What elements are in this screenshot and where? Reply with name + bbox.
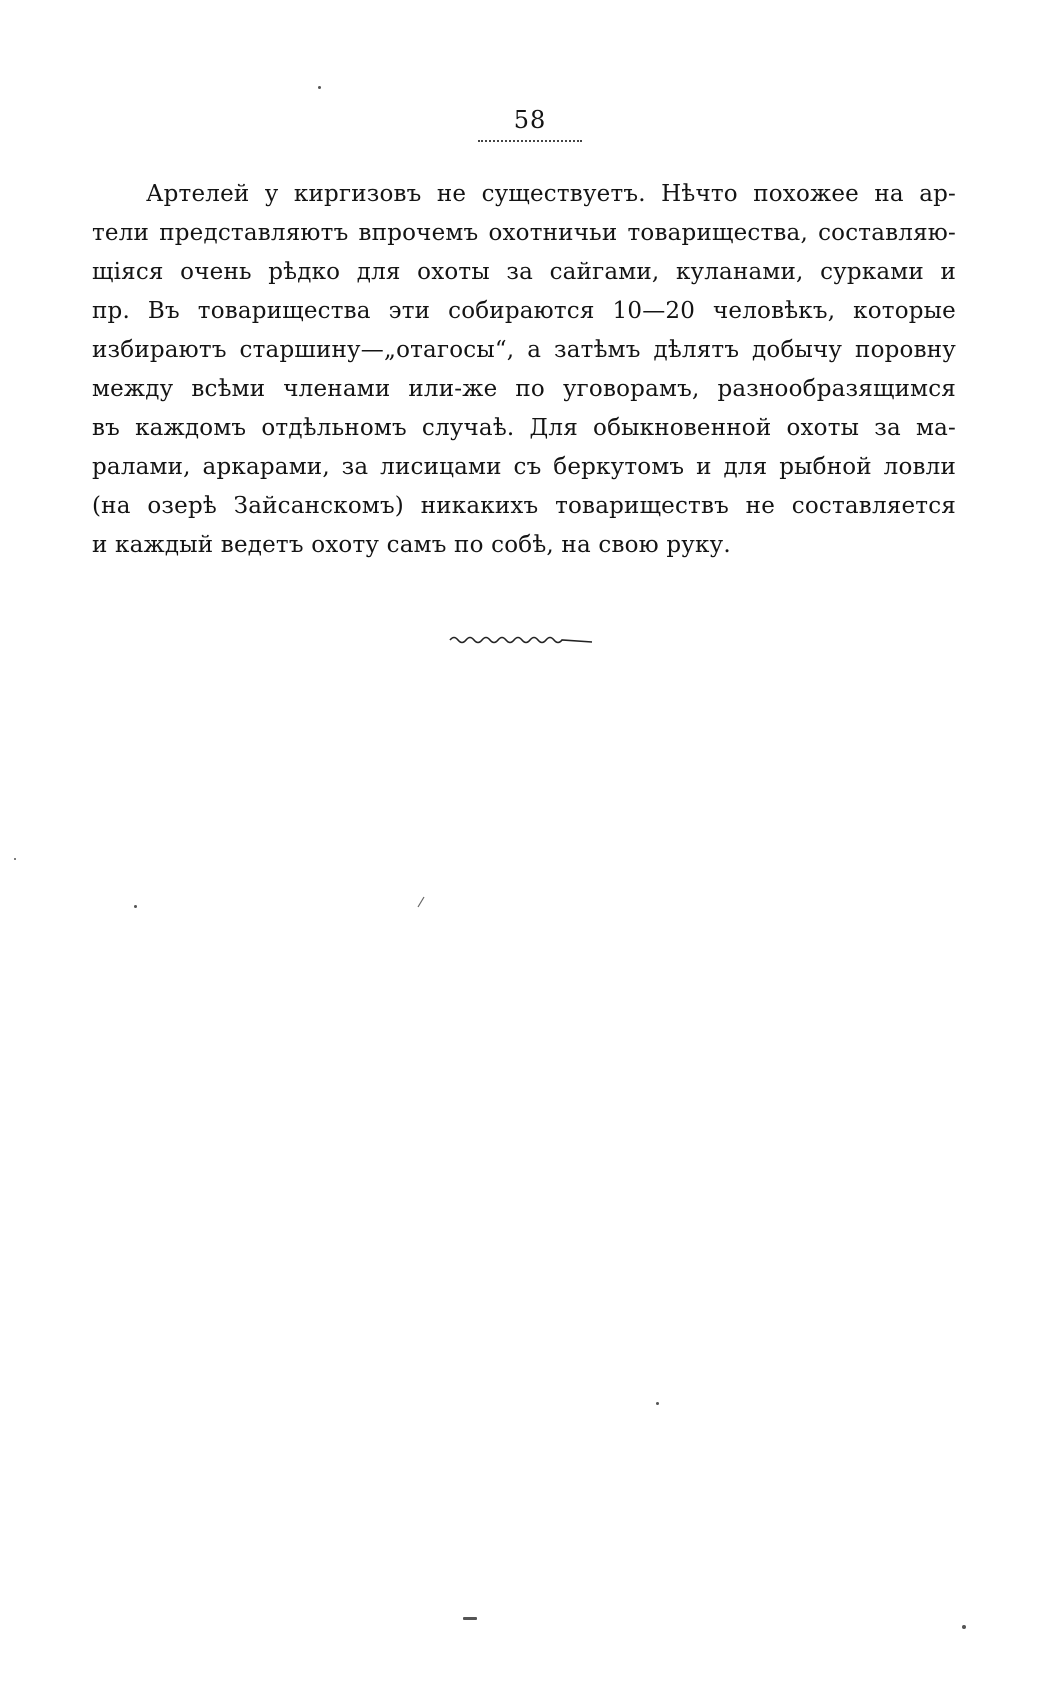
wavy-line-ornament-icon xyxy=(448,634,594,648)
text-line: между всѣми членами или-же по уговорамъ, разнообразящимся xyxy=(92,376,956,402)
text-line: въ каждомъ отдѣльномъ случаѣ. Для обыкновенной охоты за ма- xyxy=(92,415,956,441)
text-line: Артелей у киргизовъ не существуетъ. Нѣчто похожее на ар- xyxy=(146,181,956,207)
page-number: 58 xyxy=(513,106,547,134)
scan-speck xyxy=(656,1402,659,1405)
scan-speck xyxy=(962,1625,966,1629)
scan-speck xyxy=(318,86,321,89)
page-number-rule xyxy=(478,140,582,142)
text-line: избираютъ старшину—„отагосы“, а затѣмъ дѣлятъ добычу поровну xyxy=(92,337,956,363)
text-line: тели представляютъ впрочемъ охотничьи товарищества, составляю- xyxy=(92,220,956,246)
text-line: пр. Въ товарищества эти собираются 10—20 человѣкъ, которые xyxy=(92,298,956,324)
body-paragraph xyxy=(92,175,956,565)
scan-speck xyxy=(134,905,137,908)
scan-speck xyxy=(14,858,16,860)
text-line: щіяся очень рѣдко для охоты за сайгами, куланами, сурками и xyxy=(92,259,956,285)
text-line: и каждый ведетъ охоту самъ по собѣ, на свою руку. xyxy=(92,532,731,558)
text-line: (на озерѣ Зайсанскомъ) никакихъ товариществъ не составляется xyxy=(92,493,956,519)
scan-speck xyxy=(463,1617,477,1620)
scan-mark xyxy=(416,896,426,908)
text-line: ралами, аркарами, за лисицами съ беркутомъ и для рыбной ловли xyxy=(92,454,956,480)
